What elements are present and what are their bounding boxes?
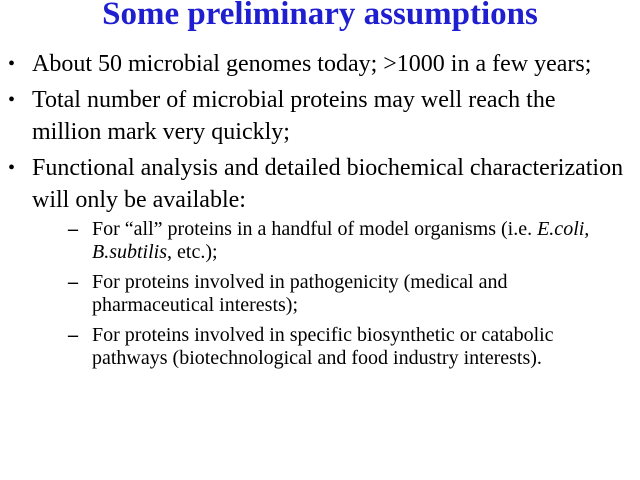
sub-bullet-text-post: , etc.); — [167, 241, 218, 263]
sub-bullet-item — [32, 271, 630, 317]
sub-bullet-text-pre: For “all” proteins in a handful of model organisms (i.e. — [92, 218, 538, 240]
bullet-item — [0, 84, 640, 148]
bullet-text: Functional analysis and detailed biochemical characterization will only be available: — [32, 155, 624, 213]
bullet-text: Total number of microbial proteins may well reach the million mark very quickly; — [32, 87, 556, 145]
sub-bullet-text: For proteins involved in pathogenicity (medical and pharmaceutical interests); — [92, 271, 508, 316]
sub-bullet-text: For proteins involved in specific biosynthetic or catabolic pathways (biotechnological and food industry interests). — [92, 324, 554, 369]
sub-bullet-text — [92, 218, 589, 263]
bullet-marker: • — [8, 53, 16, 75]
sub-bullet-list — [32, 218, 630, 370]
organism-names: E.coli, B.subtilis — [92, 218, 590, 263]
bullet-marker: • — [8, 157, 16, 179]
bullet-item — [0, 152, 640, 370]
sub-bullet-marker: – — [68, 218, 78, 240]
sub-bullet-marker: – — [68, 271, 78, 293]
sub-bullet-item — [32, 218, 630, 264]
bullet-list — [0, 48, 640, 377]
sub-bullet-marker: – — [68, 324, 78, 346]
bullet-item — [0, 48, 640, 80]
bullet-text: About 50 microbial genomes today; >1000 in a few years; — [32, 51, 592, 77]
bullet-marker: • — [8, 89, 16, 111]
sub-bullet-item — [32, 324, 630, 370]
slide-title: Some preliminary assumptions — [102, 0, 538, 32]
